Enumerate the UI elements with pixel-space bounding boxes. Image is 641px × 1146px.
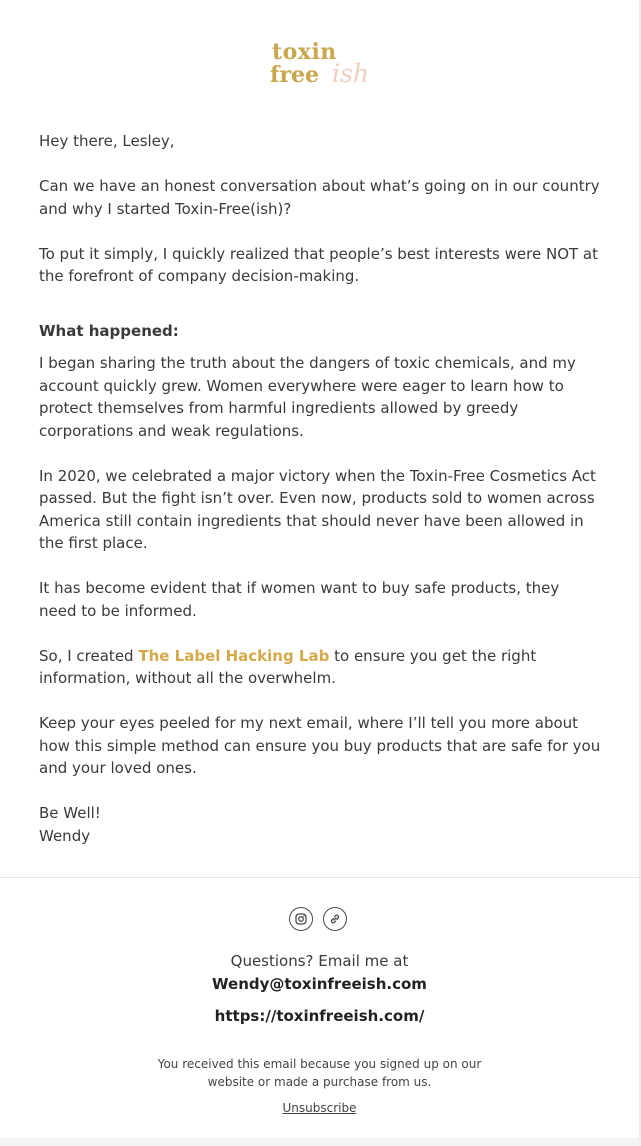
paragraph-6-start: So, I created [39,646,139,665]
contact-question: Questions? Email me at [230,952,409,970]
instagram-icon[interactable] [289,907,313,931]
subscription-note: You received this email because you signed up on our website or made a purchase from us. [157,1057,482,1089]
paragraph-1: Can we have an honest conversation about what’s going on in our country and why I started Toxin-Free(ish)? [39,177,600,218]
paragraph-2: To put it simply, I quickly realized that people’s best interests were NOT at the forefront of company decision-making. [39,244,598,285]
contact-email-link[interactable]: Wendy@toxinfreeish.com [212,975,427,993]
website-link[interactable]: https://toxinfreeish.com/ [214,1007,425,1025]
label-hacking-lab-link[interactable]: The Label Hacking Lab [138,646,330,665]
bottom-edge [0,1138,641,1146]
paragraph-5: It has become evident that if women want to buy safe products, they need to be informed. [39,579,560,620]
signoff [39,802,601,847]
brand-logo[interactable] [270,40,370,92]
paragraph-6 [39,645,601,690]
logo-ish: ish [332,59,369,88]
email-body [39,130,601,847]
paragraph-7: Keep your eyes peeled for my next email, where I’ll tell you more about how this simple method can ensure you buy products that are safe for you and your loved ones. [39,714,601,777]
paragraph-3: I began sharing the truth about the dangers of toxic chemicals, and my account quickly grew. Women everywhere were eager to learn how to protect themselves from harmful ingredients allowed by greedy corporations and weak regulations. [39,354,576,440]
logo-toxin: toxin [272,39,337,65]
signature-name: Wendy [39,826,91,845]
logo-free: free [270,62,320,88]
signoff-line-1: Be Well! [39,804,101,822]
greeting: Hey there, Lesley, [39,132,175,150]
link-icon[interactable] [323,907,347,931]
paragraph-6-end: to ensure you get the right information, without all the overwhelm. [39,646,537,687]
section-heading: What happened: [39,321,179,340]
social-links [289,907,351,933]
unsubscribe-link[interactable]: Unsubscribe [282,1101,357,1115]
paragraph-4: In 2020, we celebrated a major victory when the Toxin-Free Cosmetics Act passed. But the fight isn’t over. Even now, products sold to women across America still contain ingredients that should never have been allowed in the first place. [39,466,596,552]
footer-divider [0,877,639,878]
